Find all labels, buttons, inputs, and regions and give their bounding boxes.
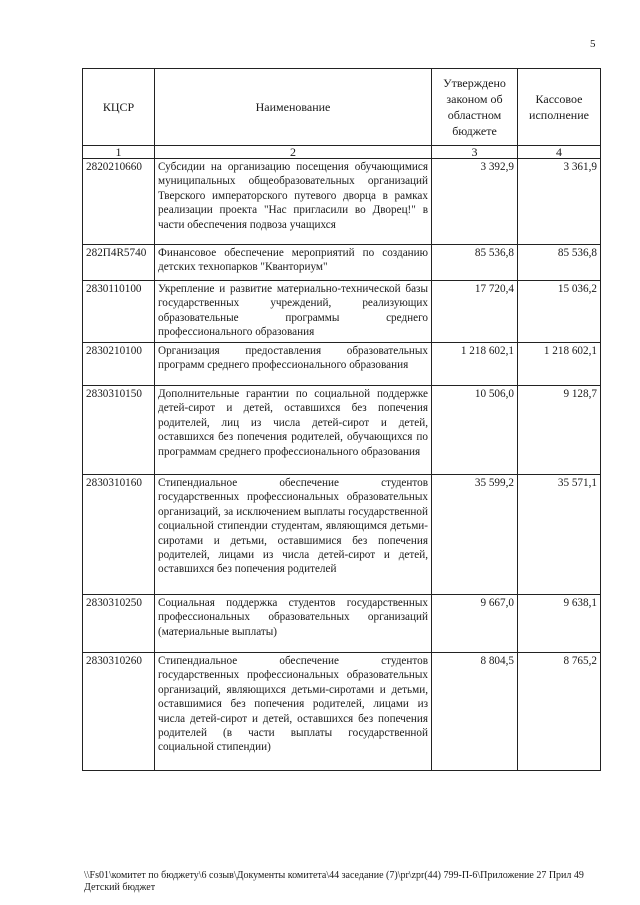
row-code: 2830310150 xyxy=(83,386,155,475)
row-name: Организация предоставления образовательных программ среднего профессионального образования xyxy=(155,343,432,386)
row-executed: 85 536,8 xyxy=(518,245,601,281)
row-approved: 1 218 602,1 xyxy=(432,343,518,386)
row-name: Субсидии на организацию посещения обучающимися муниципальных общеобразовательных организаций Тверского императорского путевого дворца в рамках реализации проекта "Нас пригласили во Дворец!" в части обеспечения подвоза учащихся xyxy=(155,159,432,245)
row-executed: 8 765,2 xyxy=(518,653,601,771)
row-name: Финансовое обеспечение мероприятий по созданию детских технопарков "Кванториум" xyxy=(155,245,432,281)
row-name: Социальная поддержка студентов государственных профессиональных образовательных организаций (материальные выплаты) xyxy=(155,595,432,653)
row-executed: 9 638,1 xyxy=(518,595,601,653)
row-code: 2830310250 xyxy=(83,595,155,653)
table-header-row xyxy=(83,69,601,146)
row-name: Укрепление и развитие материально-технической базы государственных учреждений, реализующих образовательные программы среднего профессионального образования xyxy=(155,281,432,343)
row-executed: 15 036,2 xyxy=(518,281,601,343)
page-number: 5 xyxy=(590,38,596,50)
table-row xyxy=(83,386,601,475)
table-row xyxy=(83,595,601,653)
header-kcsr: КЦСР xyxy=(83,69,155,146)
header-approved: Утверждено законом об областном бюджете xyxy=(432,69,518,146)
row-name: Стипендиальное обеспечение студентов государственных профессиональных образовательных организаций, за исключением выплаты государственной социальной стипендии студентам, являющимся детьми-сиротами и детьми, оставшимися без попечения родителей, лицами из числа детей-сирот и детей, оставшихся без попечения родителей xyxy=(155,475,432,595)
row-executed: 1 218 602,1 xyxy=(518,343,601,386)
column-number: 2 xyxy=(155,146,432,159)
row-executed: 9 128,7 xyxy=(518,386,601,475)
column-number: 4 xyxy=(518,146,601,159)
document-file-path: \\Fs01\комитет по бюджету\6 созыв\Документы комитета\44 заседание (7)\pr\zpr(44) 799-П-6\Приложение 27 Прил 49 Детский бюджет xyxy=(84,870,584,893)
row-name: Стипендиальное обеспечение студентов государственных профессиональных образовательных организаций, являющихся детьми-сиротами и детьми, оставшимися без попечения родителей, лицами из числа детей-сирот и детей, оставшихся без попечения родителей (в части выплаты государственной социальной стипендии) xyxy=(155,653,432,771)
row-code: 2830210100 xyxy=(83,343,155,386)
row-executed: 3 361,9 xyxy=(518,159,601,245)
row-approved: 3 392,9 xyxy=(432,159,518,245)
row-approved: 17 720,4 xyxy=(432,281,518,343)
table-row xyxy=(83,281,601,343)
column-number: 1 xyxy=(83,146,155,159)
row-approved: 8 804,5 xyxy=(432,653,518,771)
row-code: 2830110100 xyxy=(83,281,155,343)
header-name: Наименование xyxy=(155,69,432,146)
header-executed: Кассовое исполнение xyxy=(518,69,601,146)
row-approved: 85 536,8 xyxy=(432,245,518,281)
row-code: 2830310260 xyxy=(83,653,155,771)
row-code: 282П4R5740 xyxy=(83,245,155,281)
column-number-row xyxy=(83,146,601,159)
table-row xyxy=(83,475,601,595)
column-number: 3 xyxy=(432,146,518,159)
row-code: 2820210660 xyxy=(83,159,155,245)
row-name: Дополнительные гарантии по социальной поддержке детей-сирот и детей, оставшихся без попечения родителей, лиц из числа детей-сирот и детей, оставшихся без попечения родителей, обучающихся по программам среднего профессионального образования xyxy=(155,386,432,475)
table-row xyxy=(83,653,601,771)
row-approved: 10 506,0 xyxy=(432,386,518,475)
row-code: 2830310160 xyxy=(83,475,155,595)
row-approved: 35 599,2 xyxy=(432,475,518,595)
row-executed: 35 571,1 xyxy=(518,475,601,595)
table-row xyxy=(83,159,601,245)
table-row xyxy=(83,343,601,386)
table-row xyxy=(83,245,601,281)
budget-table xyxy=(82,68,601,771)
row-approved: 9 667,0 xyxy=(432,595,518,653)
